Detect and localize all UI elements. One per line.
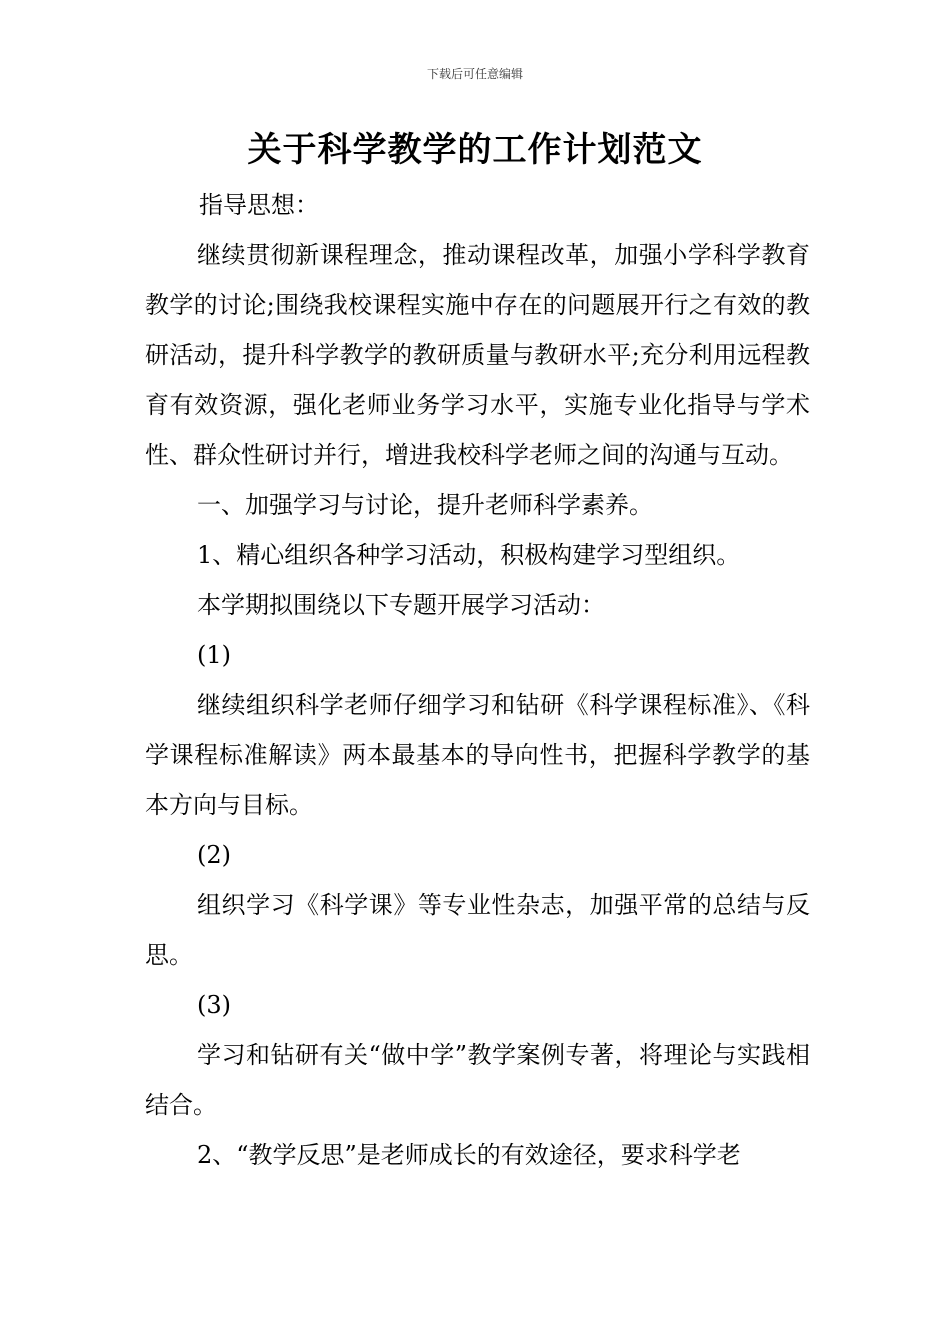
paragraph-item-two: 2、“教学反思”是老师成长的有效途径，要求科学老	[197, 1141, 741, 1169]
paragraph-marker-2: (2)	[197, 841, 231, 869]
paragraph-topic-1: 继续组织科学老师仔细学习和钻研《科学课程标准》、《科学课程标准解读》两本最基本的导向性书，把握科学教学的基本方向与目标。	[145, 691, 810, 819]
header-note: 下载后可任意编辑	[426, 67, 523, 81]
paragraph-section-one: 一、加强学习与讨论，提升老师科学素养。	[197, 491, 653, 519]
paragraph-intro: 继续贯彻新课程理念，推动课程改革，加强小学科学教育教学的讨论;围绕我校课程实施中存在的问题展开行之有效的教研活动，提升科学教学的教研质量与教研水平;充分利用远程教育有效资源，强化老师业务学习水平，实施专业化指导与学术性、群众性研讨并行，增进我校科学老师之间的沟通与互动。	[145, 241, 810, 469]
paragraph-marker-1: (1)	[197, 641, 231, 669]
document-title: 关于科学教学的工作计划范文	[247, 130, 703, 170]
paragraph-marker-3: (3)	[197, 991, 231, 1019]
document-body	[145, 180, 810, 1180]
paragraph-topic-3: 学习和钻研有关“做中学”教学案例专著，将理论与实践相结合。	[145, 1041, 810, 1119]
paragraph-guiding-thought: 指导思想：	[199, 191, 319, 219]
paragraph-item-one: 1、精心组织各种学习活动，积极构建学习型组织。	[197, 541, 741, 569]
paragraph-topics-intro: 本学期拟围绕以下专题开展学习活动：	[197, 591, 605, 619]
paragraph-topic-2: 组织学习《科学课》等专业性杂志，加强平常的总结与反思。	[145, 891, 810, 969]
